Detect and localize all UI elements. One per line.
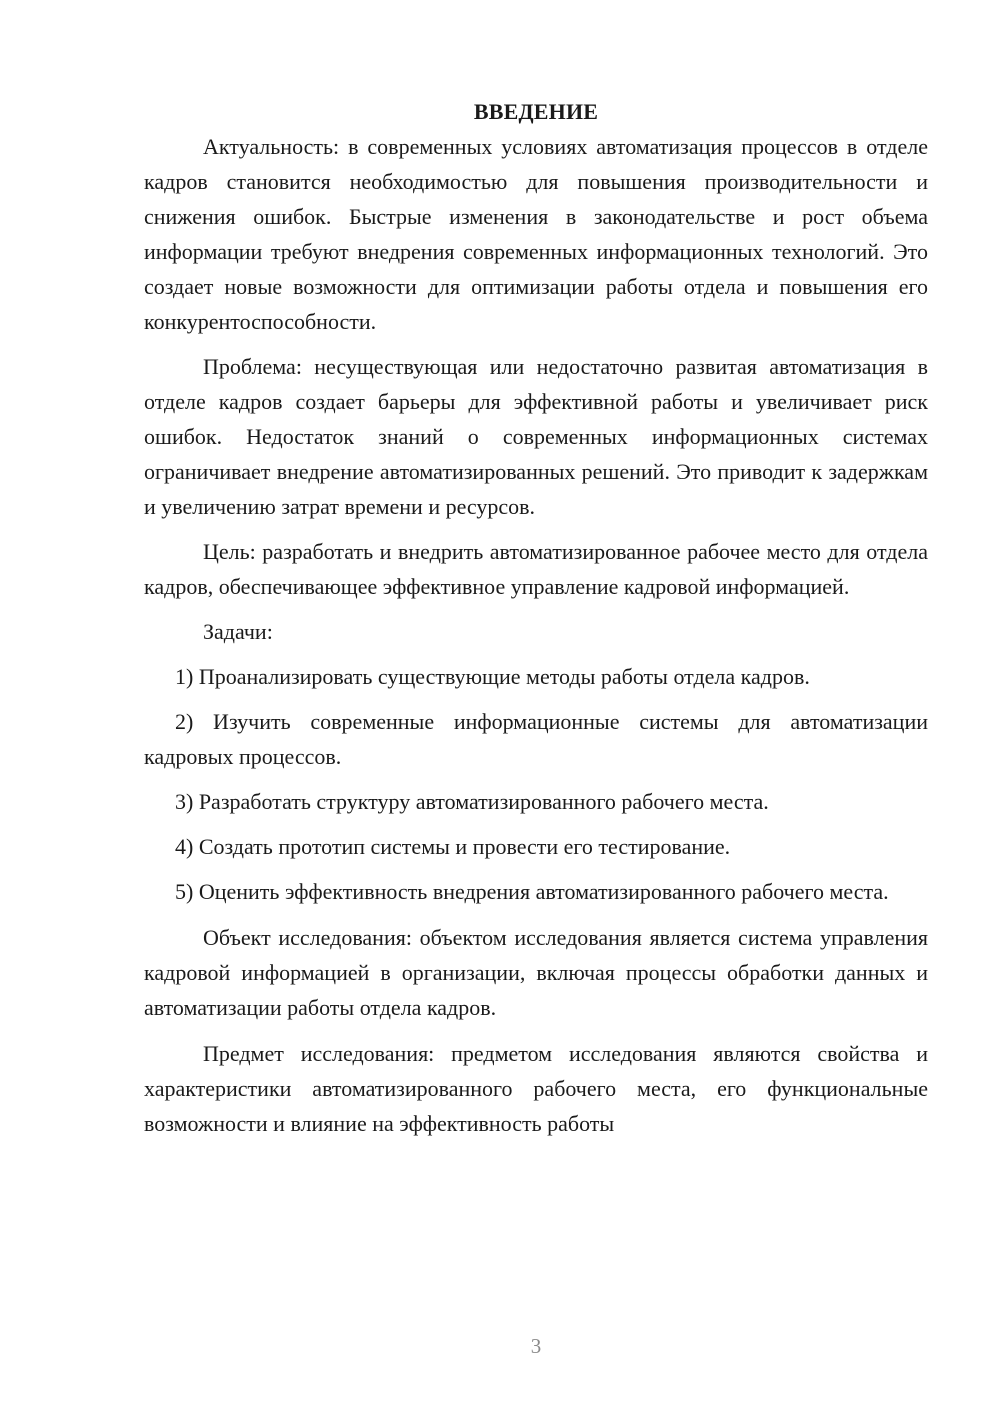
task-item-3: 3) Разработать структуру автоматизированного рабочего места. [175, 789, 769, 814]
tasks-label: Задачи: [203, 619, 273, 644]
task-item-1: 1) Проанализировать существующие методы работы отдела кадров. [175, 664, 810, 689]
paragraph-goal: Цель: разработать и внедрить автоматизированное рабочее место для отдела кадров, обеспечивающее эффективное управление кадровой информацией. [144, 539, 928, 599]
paragraph-subject: Предмет исследования: предметом исследования являются свойства и характеристики автоматизированного рабочего места, его функциональные возможности и влияние на эффективность работы [144, 1041, 928, 1136]
task-item-5: 5) Оценить эффективность внедрения автоматизированного рабочего места. [175, 879, 889, 904]
task-item-4: 4) Создать прототип системы и провести его тестирование. [175, 834, 731, 859]
page-content [144, 94, 928, 1141]
paragraph-object: Объект исследования: объектом исследования является система управления кадровой информацией в организации, включая процессы обработки данных и автоматизации работы отдела кадров. [144, 925, 928, 1020]
task-item-2: 2) Изучить современные информационные системы для автоматизации кадровых процессов. [144, 709, 928, 769]
paragraph-relevance: Актуальность: в современных условиях автоматизация процессов в отделе кадров становится необходимостью для повышения производительности и снижения ошибок. Быстрые изменения в законодательстве и рост объема информации требуют внедрения современных информационных технологий. Это создает новые возможности для оптимизации работы отдела и повышения его конкурентоспособности. [144, 134, 928, 334]
paragraph-problem: Проблема: несуществующая или недостаточно развитая автоматизация в отделе кадров создает барьеры для эффективной работы и увеличивает риск ошибок. Недостаток знаний о современных информационных системах ограничивает внедрение автоматизированных решений. Это приводит к задержкам и увеличению затрат времени и ресурсов. [144, 354, 928, 519]
page-number: 3 [530, 1334, 542, 1358]
section-heading: ВВЕДЕНИЕ [473, 99, 599, 124]
